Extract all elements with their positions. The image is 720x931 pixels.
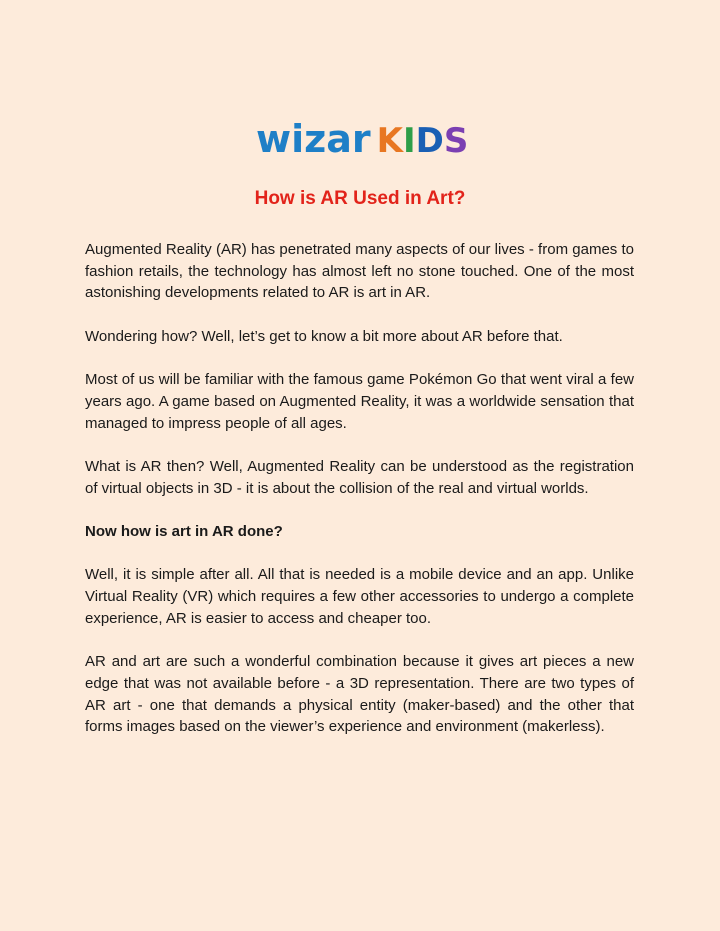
logo-wizar-text: wizar — [256, 117, 371, 161]
logo-kids-text — [376, 121, 469, 161]
article-body — [85, 239, 634, 760]
wizar-kids-logo — [256, 116, 469, 161]
logo-kids-letter-k: K — [376, 121, 403, 161]
page-title: How is AR Used in Art? — [254, 188, 466, 209]
logo-kids-letter-d: D — [415, 121, 444, 161]
paragraph-intro: Augmented Reality (AR) has penetrated many aspects of our lives - from games to fashion retails, the technology has almost left no stone touched. One of the most astonishing developments related to AR is art in AR. — [85, 241, 634, 302]
paragraph-what-is-ar: What is AR then? Well, Augmented Reality can be understood as the registration of virtual objects in 3D - it is about the collision of the real and virtual worlds. — [85, 457, 634, 497]
section-heading: Now how is art in AR done? — [85, 523, 283, 541]
paragraph-wondering: Wondering how? Well, let’s get to know a bit more about AR before that. — [85, 327, 563, 345]
logo-kids-letter-s: S — [443, 121, 469, 161]
logo-kids-letter-i: I — [403, 121, 416, 161]
paragraph-pokemon: Most of us will be familiar with the famous game Pokémon Go that went viral a few years ago. A game based on Augmented Reality, it was a worldwide sensation that managed to impress people of all ages. — [85, 371, 634, 432]
paragraph-simple: Well, it is simple after all. All that is needed is a mobile device and an app. Unlike Virtual Reality (VR) which requires a few other accessories to undergo a complete experience, AR is easier to access and cheaper too. — [85, 566, 634, 627]
paragraph-combination: AR and art are such a wonderful combination because it gives art pieces a new edge that was not available before - a 3D representation. There are two types of AR art - one that demands a physical entity (maker-based) and the other that forms images based on the viewer’s experience and environment (makerless). — [85, 653, 634, 736]
